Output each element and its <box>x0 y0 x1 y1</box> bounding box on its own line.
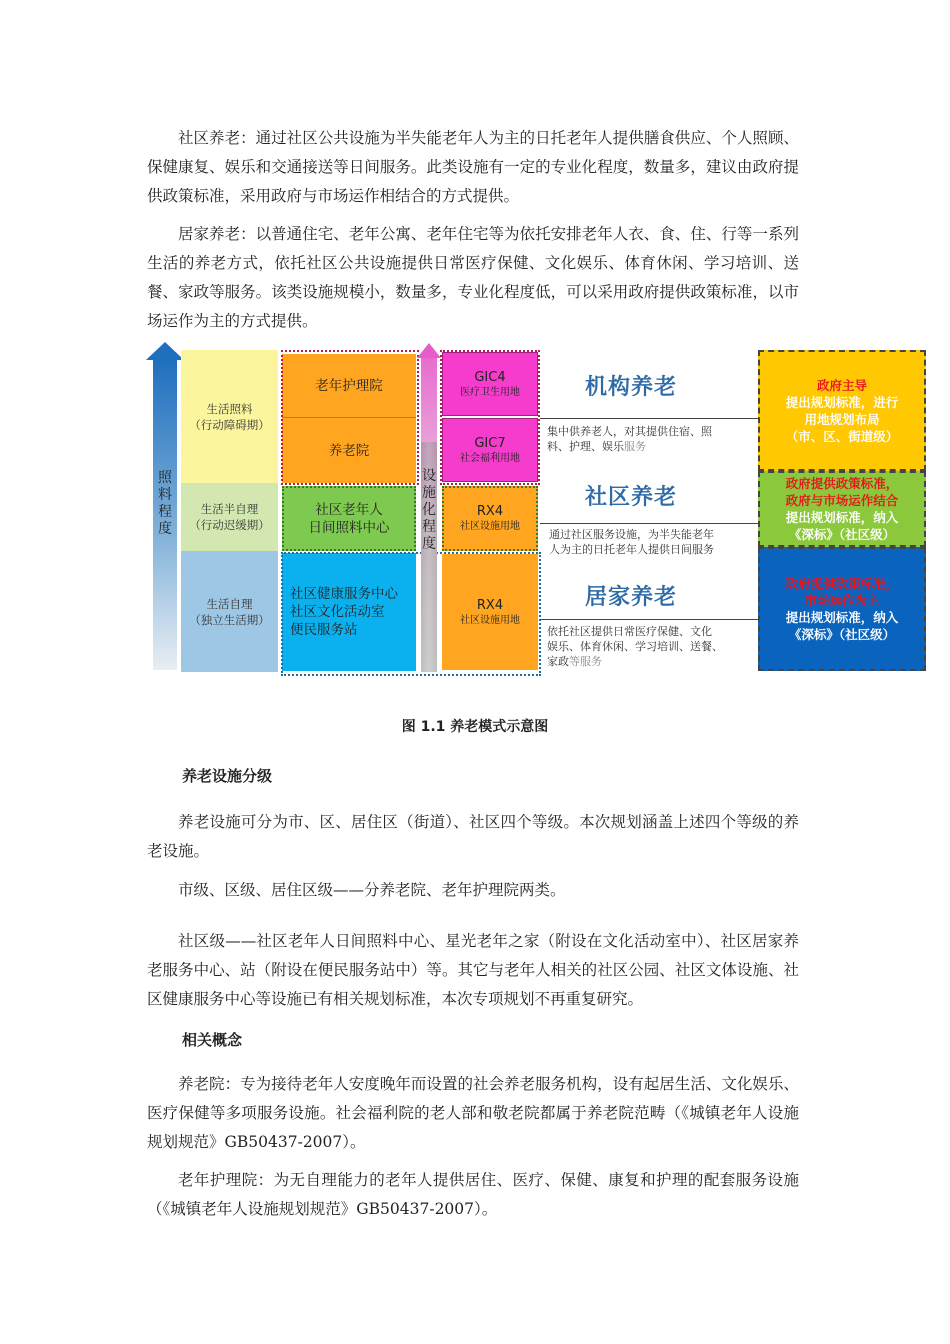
mode-desc-community: 通过社区服务设施，为半失能老年 人为主的日托老年人提供日间服务 <box>549 528 714 556</box>
landuse-rx4-community: RX4 社区设施用地 <box>442 486 538 551</box>
landuse-gic4: GIC4 医疗卫生用地 <box>442 352 538 416</box>
policy-market-led: 政府提供政策标准， 市场运作为主 提出规划标准，纳入 《深标》（社区级） <box>758 547 926 671</box>
level-label-self: 生活自理 （独立生活期） <box>181 551 278 672</box>
heading-facility-levels: 养老设施分级 <box>182 767 273 785</box>
landuse-rx4-home: RX4 社区设施用地 <box>442 554 538 670</box>
facility-nursing-home: 老年护理院 <box>282 354 416 418</box>
mode-title-home: 居家养老 <box>585 585 678 610</box>
elderly-care-diagram <box>145 340 930 685</box>
paragraph-community-care: 社区养老：通过社区公共设施为半失能老年人为主的日托老年人提供膳食供应、个人照顾、保健康复、娱乐和交通接送等日间服务。此类设施有一定的专业化程度，数量多，建议由政府提供政策标准，采用政府与市场运作相结合的方式提供。 <box>147 129 799 205</box>
paragraph-city-district: 市级、区级、居住区级——分养老院、老年护理院两类。 <box>178 881 566 899</box>
facility-degree-label: 设施化程度 <box>422 468 436 552</box>
paragraph-levels: 养老设施可分为市、区、居住区（街道）、社区四个等级。本次规划涵盖上述四个等级的养老设施。 <box>147 813 799 860</box>
landuse-gic7: GIC7 社会福利用地 <box>442 418 538 482</box>
policy-government-led: 政府主导 提出规划标准，进行 用地规划布局 （市、区、街道级） <box>758 350 926 471</box>
paragraph-community-level: 社区级——社区老年人日间照料中心、星光老年之家（附设在文化活动室中）、社区居家养老服务中心、站（附设在便民服务站中）等。其它与老年人相关的社区公园、社区文体设施、社区健康服务中心等设施已有相关规划标准，本次专项规划不再重复研究。 <box>147 932 799 1008</box>
institution-dotted-frame <box>281 350 419 485</box>
policy-government-market: 政府提供政策标准， 政府与市场运作结合 提出规划标准，纳入 《深标》（社区级） <box>758 471 926 547</box>
heading-related-concepts: 相关概念 <box>182 1031 243 1049</box>
connector-line-2 <box>540 523 758 524</box>
paragraph-nursing-home: 老年护理院：为无自理能力的老年人提供居住、医疗、保健、康复和护理的配套服务设施（《城镇老年人设施规划规范》GB50437-2007）。 <box>147 1171 799 1218</box>
paragraph-home-care: 居家养老：以普通住宅、老年公寓、老年住宅等为依托安排老年人衣、食、住、行等一系列生活的养老方式，依托社区公共设施提供日常医疗保健、文化娱乐、体育休闲、学习培训、送餐、家政等服务。该类设施规模小，数量多，专业化程度低，可以采用政府提供政策标准，以市场运作为主的方式提供。 <box>147 225 799 330</box>
level-label-care: 生活照料 （行动障碍期） <box>181 350 278 483</box>
care-degree-label: 照料程度 <box>158 470 172 537</box>
mode-desc-institutional: 集中供养老人，对其提供住宿、照 料、护理、娱乐服务 <box>547 425 712 453</box>
connector-line-1 <box>540 418 758 419</box>
facility-elderly-home: 养老院 <box>282 418 416 483</box>
figure-caption: 图 1.1 养老模式示意图 <box>401 719 549 735</box>
landuse-dotted-frame <box>440 350 540 485</box>
paragraph-elderly-home: 养老院：专为接待老年人安度晚年而设置的社会养老服务机构，设有起居生活、文化娱乐、医疗保健等多项服务设施。社会福利院的老人部和敬老院都属于养老院范畴（《城镇老年人设施规划规范》GB50437-2007）。 <box>147 1075 799 1151</box>
connector-line-3 <box>540 619 758 620</box>
mode-title-community: 社区养老 <box>585 485 678 510</box>
facility-daycare-center: 社区老年人 日间照料中心 <box>282 486 416 551</box>
facility-community-services: 社区健康服务中心 社区文化活动室 便民服务站 <box>282 553 416 671</box>
mode-desc-home: 依托社区提供日常医疗保健、文化 娱乐、体育休闲、学习培训、送餐、 家政等服务 <box>547 625 723 668</box>
mode-title-institutional: 机构养老 <box>585 375 678 400</box>
level-label-semi: 生活半自理 （行动迟缓期） <box>181 483 278 551</box>
